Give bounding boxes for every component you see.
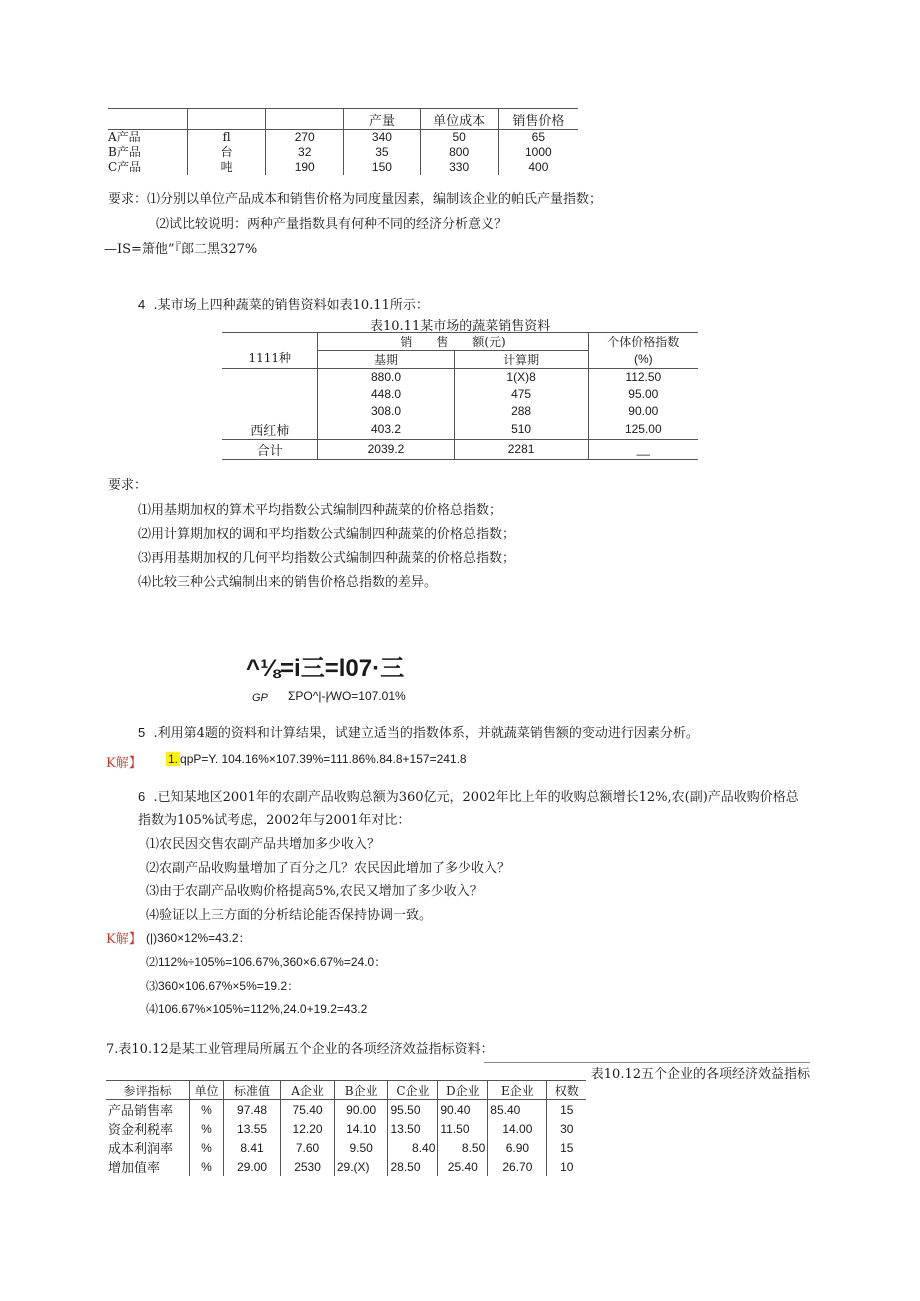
q3-requirement-1	[108, 188, 602, 207]
cell: 13.50	[388, 1119, 438, 1138]
header-cell: C企业	[388, 1081, 438, 1100]
cell: 15	[547, 1100, 586, 1120]
cell: 340	[344, 130, 420, 146]
cell	[222, 403, 318, 420]
q6-answer: ⑷106.67%×105%=112%,24.0+19.2=43.2	[146, 1002, 368, 1016]
table-row	[106, 1119, 586, 1138]
header-cell: D企业	[438, 1081, 488, 1100]
table-row	[106, 1157, 586, 1176]
cell: 增加值率	[108, 1161, 161, 1176]
product-table-header	[108, 109, 578, 130]
q6-answer: ⑵112%÷105%=106.67%,360×6.67%=24.0：	[146, 955, 387, 969]
cell: 14.10	[334, 1119, 388, 1138]
cell: 308.0	[318, 403, 454, 420]
cell: C产品	[108, 160, 142, 174]
vegetable-sales-table	[222, 332, 698, 460]
cell: 12.20	[281, 1119, 335, 1138]
cell: 288	[454, 403, 588, 420]
q6-answer: ⑶360×106.67%×5%=19.2：	[146, 979, 300, 993]
total-row	[222, 439, 698, 459]
header-cell: 单位成本	[420, 109, 498, 130]
question-text: .某市场上四种蔬菜的销售资料如表10.11所示：	[153, 298, 429, 313]
question-number: 4	[138, 297, 146, 312]
header-cell: 产量	[344, 109, 420, 130]
q6-requirement: ⑵农副产品收购量增加了百分之几？农民因此增加了多少收入？	[146, 861, 511, 876]
q4-req-label: 要求：	[108, 478, 148, 493]
sales-header: 销 售 额(元)	[318, 333, 588, 351]
cell: 32	[266, 145, 344, 160]
cell: %	[190, 1119, 224, 1138]
cell: 成本利润率	[108, 1142, 174, 1157]
cell: 800	[420, 145, 498, 160]
q6-requirement: ⑴农民因交售农副产品共增加多少收入？	[146, 837, 381, 852]
cell	[222, 386, 318, 403]
cell: fl	[188, 130, 266, 146]
table-row	[108, 130, 578, 146]
header-cell: 权数	[547, 1081, 586, 1100]
q6-question-line2: 指数为105%试考虑，2002年与2001年对比：	[138, 813, 411, 828]
cell: 30	[547, 1119, 586, 1138]
header-cell	[188, 109, 266, 130]
table-row	[106, 1100, 586, 1120]
q5-question	[138, 722, 699, 741]
cell: 97.48	[223, 1100, 280, 1120]
q6-answer-label: K解】	[106, 932, 142, 947]
table-row	[222, 420, 698, 440]
cell: 1000	[498, 145, 578, 160]
q4-requirement: ⑷比较三种公式编制出来的销售价格总指数的差异。	[138, 575, 438, 590]
cell: 26.70	[488, 1157, 547, 1176]
cell: 9.50	[334, 1138, 388, 1157]
cell: %	[190, 1157, 224, 1176]
cell	[222, 369, 318, 386]
cell: 270	[266, 130, 344, 146]
q4-requirement: ⑴用基期加权的算术平均指数公式编制四种蔬菜的价格总指数；	[138, 503, 503, 518]
cell: 10	[547, 1157, 586, 1176]
header-cell: 标准值	[223, 1081, 280, 1100]
q6-requirement: ⑷验证以上三方面的分析结论能否保持协调一致。	[146, 908, 433, 923]
cell: A产品	[108, 130, 141, 144]
cell: 产品销售率	[108, 1104, 174, 1119]
answer-text: qpP=Y. 104.16%×107.39%=111.86%.84.8+157=241.8	[180, 752, 467, 766]
index-unit: (%)	[588, 351, 698, 369]
cell: 29.(X)	[334, 1157, 388, 1176]
cell: 25.40	[438, 1157, 488, 1176]
cell: __	[588, 439, 698, 459]
q7-question: 7.表10.12是某工业管理局所属五个企业的各项经济效益指标资料：	[106, 1042, 494, 1057]
cell: 75.40	[281, 1100, 335, 1120]
q5-answer	[166, 752, 467, 766]
table-row	[108, 145, 578, 160]
question-text: .已知某地区2001年的农副产品收购总额为360亿元，2002年比上年的收购总额增长12%,农(副)产品收购价格总	[153, 790, 799, 805]
table-header-row	[106, 1081, 586, 1100]
q6-question-line1	[138, 786, 799, 805]
cell: 合计	[222, 439, 318, 459]
table-row	[106, 1138, 586, 1157]
cell: 35	[344, 145, 420, 160]
cell: 11.50	[438, 1119, 488, 1138]
table-row	[222, 403, 698, 420]
cell: 90.40	[438, 1100, 488, 1120]
cell: 95.00	[588, 386, 698, 403]
cell: 403.2	[318, 420, 454, 440]
table-row	[222, 386, 698, 403]
q4-formula-gp: GP	[252, 692, 268, 704]
header-cell: 单位	[190, 1081, 224, 1100]
cell: 85.40	[488, 1100, 547, 1120]
enterprise-indicator-table	[106, 1080, 586, 1176]
q4-requirement: ⑶再用基期加权的几何平均指数公式编制四种蔬菜的价格总指数；	[138, 551, 516, 566]
cell: 2281	[454, 439, 588, 459]
q4-formula-result: ΣPO^|-|⁄WO=107.01%	[288, 689, 406, 703]
cell: 90.00	[588, 403, 698, 420]
cell: 112.50	[588, 369, 698, 386]
cell: 28.50	[388, 1157, 438, 1176]
highlight: 1.	[168, 752, 179, 766]
cell: 1(X)8	[454, 369, 588, 386]
cell: %	[190, 1100, 224, 1120]
q6-answer: (|)360×12%=43.2：	[146, 931, 251, 945]
q4-question	[138, 294, 429, 313]
cell: 7.60	[281, 1138, 335, 1157]
cell: 15	[547, 1138, 586, 1157]
cell: 95.50	[388, 1100, 438, 1120]
cell: 65	[498, 130, 578, 146]
header-cell	[266, 109, 344, 130]
cell: 150	[344, 160, 420, 175]
table-row	[222, 369, 698, 386]
q4-requirement: ⑵用计算期加权的调和平均指数公式编制四种蔬菜的价格总指数；	[138, 527, 516, 542]
cell: 2530	[281, 1157, 335, 1176]
cell: 8.40	[388, 1138, 438, 1157]
cell: 510	[454, 420, 588, 440]
header-cell	[108, 109, 188, 130]
question-number: 6	[138, 789, 146, 804]
header-cell: 销售价格	[498, 109, 578, 130]
question-text: .利用第4题的资料和计算结果，试建立适当的指数体系，并就蔬菜销售额的变动进行因素分析。	[153, 726, 699, 741]
cell: 6.90	[488, 1138, 547, 1157]
header-cell: B企业	[334, 1081, 388, 1100]
cell: B产品	[108, 145, 141, 159]
cell: 330	[420, 160, 498, 175]
q7-table-caption: 表10.12五个企业的各项经济效益指标	[484, 1062, 810, 1082]
cell: %	[190, 1138, 224, 1157]
cell: 2039.2	[318, 439, 454, 459]
cell: 14.00	[488, 1119, 547, 1138]
q3-requirement-2: ⑵试比较说明：两种产量指数具有何种不同的经济分析意义？	[156, 217, 508, 232]
cell: 475	[454, 386, 588, 403]
req-label: 要求：	[108, 192, 148, 207]
product-table	[108, 108, 578, 175]
index-header: 个体价格指数	[588, 333, 698, 351]
table-row	[108, 160, 578, 175]
cell: 资金利税率	[108, 1123, 174, 1138]
header-cell: E企业	[488, 1081, 547, 1100]
cell: 50	[420, 130, 498, 146]
cell: 880.0	[318, 369, 454, 386]
q3-garbled-answer: —IS=箫他”『郎二黑327%	[104, 242, 258, 257]
cell: 190	[266, 160, 344, 175]
q4-table-caption: 表10.11某市场的蔬菜销售资料	[370, 319, 551, 334]
q6-requirement: ⑶由于农副产品收购价格提高5%,农民又增加了多少收入？	[146, 884, 483, 899]
table-header-row	[222, 333, 698, 351]
header-cell: 参评指标	[106, 1081, 190, 1100]
cell: 吨	[188, 160, 266, 175]
cell: 西红柿	[222, 420, 318, 440]
cell: 8.41	[223, 1138, 280, 1157]
header-cell: A企业	[281, 1081, 335, 1100]
calc-period-header: 计算期	[454, 351, 588, 369]
req-text: ⑴分别以单位产品成本和销售价格为同度量因素，编制该企业的帕氏产量指数；	[147, 192, 603, 207]
cell: 448.0	[318, 386, 454, 403]
kind-header: 1111种	[222, 333, 318, 369]
cell: 90.00	[334, 1100, 388, 1120]
cell: 台	[188, 145, 266, 160]
cell: 13.55	[223, 1119, 280, 1138]
cell: 125.00	[588, 420, 698, 440]
cell: 400	[498, 160, 578, 175]
cell: 8.50	[438, 1138, 488, 1157]
question-number: 5	[138, 725, 146, 740]
q5-answer-label: K解】	[106, 756, 142, 771]
cell: 29.00	[223, 1157, 280, 1176]
q4-formula-large: ^⅛=i三=l07·三	[246, 655, 405, 682]
base-period-header: 基期	[318, 351, 454, 369]
